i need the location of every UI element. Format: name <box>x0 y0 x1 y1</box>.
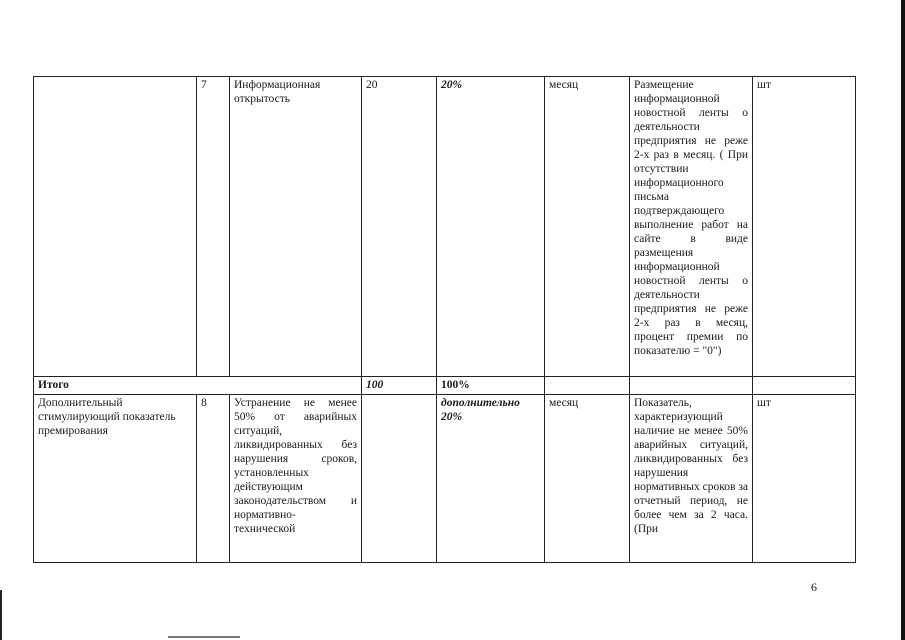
percent-cell: 20% <box>437 77 545 377</box>
weight-cell: 20 <box>362 77 437 377</box>
total-row <box>34 377 856 395</box>
weight-cell <box>362 395 437 563</box>
group-cell: Дополнительный стимулирующий показатель премирования <box>34 395 197 563</box>
total-unit <box>753 377 856 395</box>
percent-cell: дополнительно 20% <box>437 395 545 563</box>
description-cell: Показатель, характеризующий наличие не менее 50% аварийных ситуаций, ликвидированных без нарушения нормативных сроков за отчетный период, не более чем за 2 часа. (При <box>630 395 753 563</box>
scan-mark <box>168 636 240 638</box>
total-period <box>545 377 630 395</box>
period-cell: месяц <box>545 395 630 563</box>
indicator-name-cell: Устранение не менее 50% от аварийных ситуаций, ликвидированных без нарушения сроков, установленных действующим законодательством и нормативно-технической <box>230 395 362 563</box>
indicator-name-cell: Информационная открытость <box>230 77 362 377</box>
number-cell: 8 <box>197 395 230 563</box>
description-cell: Размещение информационной новостной ленты о деятельности предприятия не реже 2-х раз в месяц. ( При отсутствии информационного письма подтверждающего выполнение работ на сайте в виде размещения информационной новостной ленты о деятельности предприятия не реже 2-х раз в месяц, процент премии по показателю = "0") <box>630 77 753 377</box>
total-description <box>630 377 753 395</box>
table-row <box>34 77 856 377</box>
number-cell: 7 <box>197 77 230 377</box>
total-percent: 100% <box>437 377 545 395</box>
unit-cell: шт <box>753 77 856 377</box>
unit-cell: шт <box>753 395 856 563</box>
page-number: 6 <box>811 580 817 594</box>
criteria-table <box>33 76 856 563</box>
total-weight: 100 <box>362 377 437 395</box>
period-cell: месяц <box>545 77 630 377</box>
scan-edge-left <box>0 590 2 640</box>
group-cell <box>34 77 197 377</box>
table-row <box>34 395 856 563</box>
total-label: Итого <box>34 377 362 395</box>
scan-edge-right <box>901 0 905 640</box>
